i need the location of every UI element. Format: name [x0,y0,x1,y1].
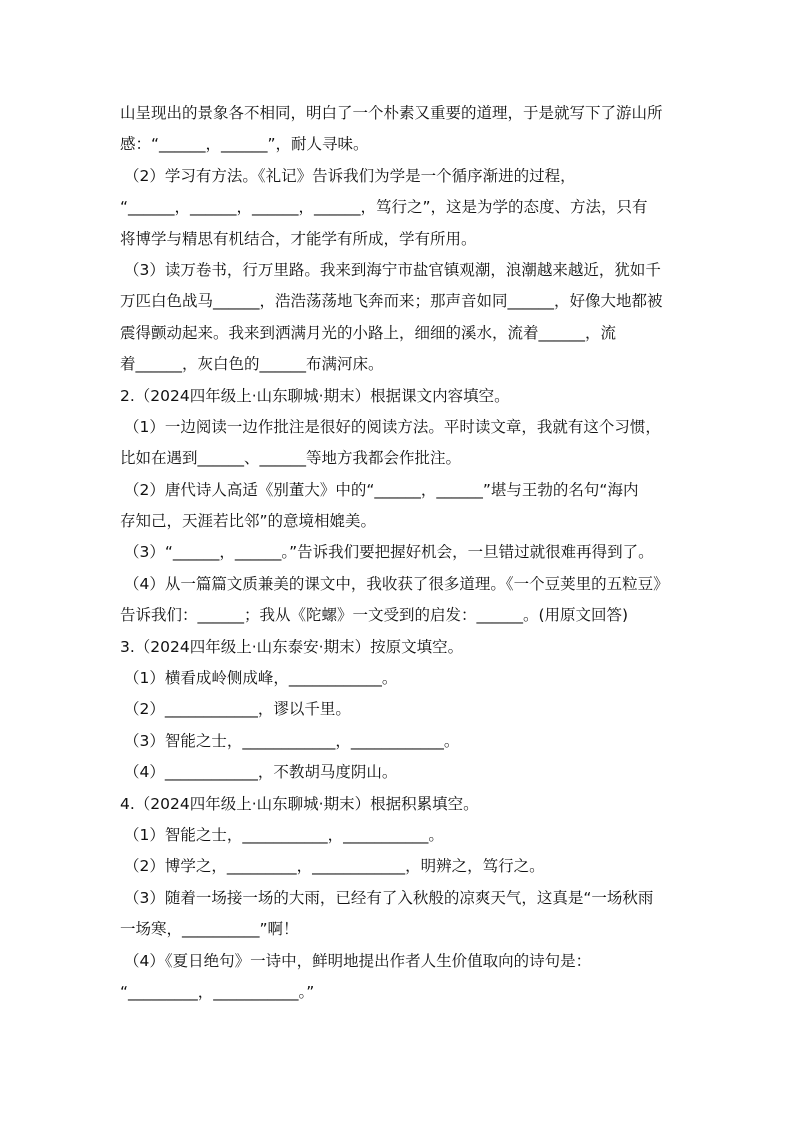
subquestion-line: （3）随着一场接一场的大雨，已经有了入秋般的凉爽天气，这真是“一场秋雨 [124,888,654,907]
text-line: 震得颤动起来。我来到洒满月光的小路上，细细的溪水，流着______，流 [120,323,617,342]
subquestion-line: （4）《夏日绝句》一诗中，鲜明地提出作者人生价值取向的诗句是： [124,951,592,970]
text-line: 着______，灰白色的______布满河床。 [120,355,384,374]
subquestion-line: （1）智能之士，___________，___________。 [124,825,444,844]
subquestion-line: （3）智能之士，____________，____________。 [124,731,460,750]
text-line: “_________，___________。” [120,982,315,1001]
text-line: 山呈现出的景象各不相同，明白了一个朴素又重要的道理，于是就写下了游山所 [120,104,663,122]
subquestion-line: （2）学习有方法。《礼记》告诉我们为学是一个循序渐进的过程， [124,166,576,185]
question-heading: 3.（2024四年级上·山东泰安·期末）按原文填空。 [120,637,464,656]
text-line: 告诉我们：______；我从《陀螺》一文受到的启发：______。(用原文回答) [120,606,629,625]
question-heading: 4.（2024四年级上·山东聊城·期末）根据积累填空。 [120,794,479,813]
subquestion-line: （4）____________，不教胡马度阴山。 [124,763,398,782]
subquestion-line: （3）读万卷书，行万里路。我来到海宁市盐官镇观潮，浪潮越来越近，犹如千 [124,260,661,279]
text-line: “______，______，______，______，笃行之”，这是为学的态度、方法，只有 [120,198,648,217]
subquestion-line: （1）横看成岭侧成峰，____________。 [124,669,398,688]
subquestion-line: （1）一边阅读一边作批注是很好的阅读方法。平时读文章，我就有这个习惯， [124,417,661,436]
text-line: 万匹白色战马______，浩浩荡荡地飞奔而来；那声音如同______，好像大地都被 [120,292,663,311]
subquestion-line: （2）唐代诗人高适《别董大》中的“______，______”堪与王勃的名句“海内 [124,480,639,499]
text-line: 一场寒，__________”啊！ [120,920,299,939]
text-line: 将博学与精思有机结合，才能学有所成，学有所用。 [120,229,477,248]
subquestion-line: （3）“______，______。”告诉我们要把握好机会，一旦错过就很难再得到了。 [124,543,654,562]
text-line: 感：“______，______”，耐人寻味。 [120,135,369,154]
question-heading: 2.（2024四年级上·山东聊城·期末）根据课文内容填空。 [120,386,510,405]
subquestion-line: （2）博学之，_________，____________，明辨之，笃行之。 [124,857,545,876]
subquestion-line: （2）____________，谬以千里。 [124,700,351,719]
text-line: 存知己，天涯若比邻”的意境相媲美。 [120,512,377,531]
text-line: 比如在遇到______、______等地方我都会作批注。 [120,449,462,468]
subquestion-line: （4）从一篇篇文质兼美的课文中，我收获了很多道理。《一个豆荚里的五粒豆》 [124,574,669,593]
